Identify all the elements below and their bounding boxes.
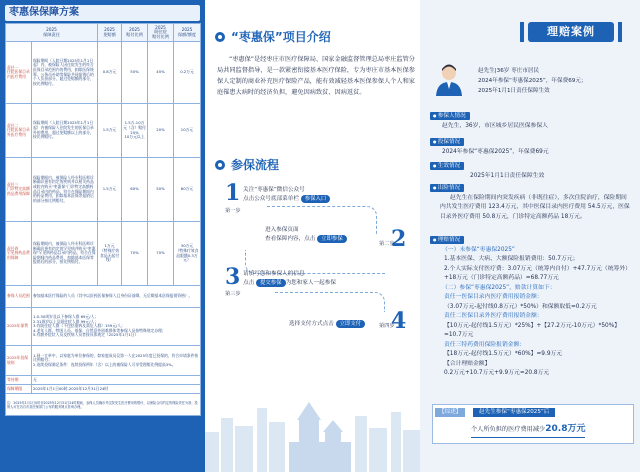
- row-limit: 30万元 （特殊疗效食品限额0.3万元）: [174, 222, 201, 286]
- row-deductible: 1万元 （特殊疗效食品无起付线）: [98, 222, 122, 286]
- enroll-now-button[interactable]: 立即参保: [317, 235, 347, 243]
- header-decoration: [618, 22, 622, 42]
- row-ratio: 50%: [122, 42, 148, 104]
- price-text: 1.0-30周岁及以下参保人群 69元/人； 2.31周岁以上及既往症人群 99元/人； 3.有既往症人群（不包括重病及高危人群）159元/人； 4.老年人群、特困人员、低保、自然意外困难群体等参保人员按特殊规定办理； 5.有额外症状人员及疾病人员者按具体规定（2025年1月1日）: [32, 308, 201, 346]
- step-2-number: 2: [391, 226, 407, 252]
- profile-line: 2025年1月1日责任保障生效: [478, 88, 550, 94]
- step-1-label: 第一步: [225, 208, 241, 214]
- bullet-icon: [215, 160, 225, 170]
- claim1-line: 1.基本医保、大病、大额保险报销费用：50.7万元；: [444, 256, 579, 262]
- intro-paragraph: “枣惠保”是经枣庄市医疗保障局、国家金融监督管理总局枣庄监管分局共同监督指导，是一款紧密衔接基本医疗保险，专为枣庄市基本医保参保人定制的商业补充医疗保险产品，能有效减轻基本医保参保人个人和家庭罹患大病时的经济负担，避免因病致贫、因病返贫。: [217, 56, 415, 96]
- submit-button[interactable]: 提交参保: [256, 279, 286, 287]
- claim2-line: 责任三特药费用保险报销金额：: [444, 341, 526, 348]
- effective-section: [430, 162, 544, 181]
- table-row: [6, 222, 201, 286]
- profile-line: 赵先生|36岁 枣庄市居民: [478, 68, 540, 74]
- step-4-line1: 选择支付方式点击: [289, 321, 334, 327]
- intro-panel: [205, 0, 420, 472]
- incident-badge: ● 出险情况: [430, 184, 464, 192]
- claim-case-title: 理赔案例: [528, 22, 614, 42]
- info-section: [430, 112, 548, 131]
- rules-label: 2025年投保规则: [6, 346, 32, 376]
- row-label: 责任一 住院医保目录内医疗费用: [6, 42, 32, 104]
- step-3-line2b: 为您和家人一起参保: [285, 280, 336, 286]
- period-text: 2025年1月1日00时-2025年12月31日24时: [32, 385, 201, 394]
- step-3: [243, 270, 336, 288]
- summary-tag: 【综述】: [435, 408, 465, 417]
- flow-heading: [215, 156, 279, 173]
- claim2-line: 【18万元-起付线1.5万元）*60%】=9.9万元: [444, 351, 563, 357]
- summary-value: 20.8万元: [545, 424, 586, 434]
- summary-line2: [471, 422, 585, 438]
- info-text: 赵先生，36岁，市区城乡居民医保参保人: [442, 122, 548, 129]
- profile-line: 2024年参保“枣惠保2025”，年保费69元；: [478, 78, 587, 84]
- step-3-number: 3: [225, 264, 241, 290]
- row-limit: 60万元: [174, 158, 201, 222]
- rules-text: 1.同一订单中，以家庭为单位参保的，如家庭成员仅第一人在2025年度已投保的，符合申请条件按比例赔付； 2.连续投保满足条件：连续投保两年（含）以上的被保险人可享受理赔比例提高3%。: [32, 346, 201, 376]
- col-deductible: 2025 免赔额: [98, 24, 122, 42]
- summary-line1: 赵先生参保“枣惠保2025”后: [473, 408, 555, 417]
- step-3-line2a: 点击: [243, 280, 255, 286]
- table-row: [6, 104, 201, 158]
- row-deductible: 1.5万元: [98, 104, 122, 158]
- coverage-table: [5, 23, 201, 416]
- audience-label: 参保人员范围: [6, 286, 32, 308]
- summary-box: [432, 404, 634, 444]
- row-label: 责任四 罕见病药品费用保障: [6, 222, 32, 286]
- claim2-line: 0.2万元+10.7万元+9.9万元=20.8万元: [444, 370, 550, 376]
- coverage-plan-panel: [0, 0, 205, 472]
- row-ratio: 1.5万-10万元（含）赔付25% 10万元以上: [122, 104, 148, 158]
- wait-text: 无: [32, 376, 201, 385]
- claim2-line: （3.07万元-起付线0.8万元）*50%）和保额取低=0.2万元: [444, 303, 597, 310]
- flow-title: 参保流程: [231, 158, 280, 172]
- claim2-line: 责任一医保目录内医疗费用报销金额：: [444, 294, 543, 300]
- summary-text: 个人所负担的医疗费用减少: [471, 426, 546, 433]
- effective-text: 2025年1月1日责任保障生效: [470, 172, 545, 179]
- row-preexisting: 45%: [148, 42, 174, 104]
- step-1-line2: 点击公众号底部菜单栏: [243, 196, 299, 202]
- col-coverage: 2025 保障责任: [6, 24, 98, 42]
- row-limit: 0.2万元: [174, 42, 201, 104]
- step-2-line2: 查看保障内容，点击: [265, 236, 316, 242]
- row-preexisting: 70%: [148, 222, 174, 286]
- claim2-line: 【合计理赔金额】: [444, 360, 491, 367]
- entry-button[interactable]: 参保入口: [301, 195, 331, 203]
- table-row: [6, 158, 201, 222]
- row-label: 责任二 住院医保目录外医疗费用: [6, 104, 32, 158]
- effective-badge: ● 生效情况: [430, 162, 464, 170]
- case-profile: [478, 66, 587, 96]
- col-limit: 2025 保额/额度: [174, 24, 201, 42]
- col-ratio: 2025 赔付比例: [122, 24, 148, 42]
- info-badge: ● 参保人情况: [430, 112, 470, 120]
- period-label: 保障期限: [6, 385, 32, 394]
- claim2-line: 责任二医保目录外医疗费用报销金额：: [444, 313, 543, 319]
- claim2-title: （二）参保“枣惠保2025”，赔款计算如下：: [442, 284, 556, 291]
- table-row: [6, 394, 201, 416]
- col-preexisting: 2025 既往症 赔付比例: [148, 24, 174, 42]
- table-row: [6, 376, 201, 385]
- table-row: [6, 385, 201, 394]
- step-3-label: 第三步: [225, 291, 241, 297]
- table-row: [6, 346, 201, 376]
- plan-text: 2024年参保“枣惠保2025”，年保费69元: [442, 148, 549, 155]
- table-header-row: [6, 24, 201, 42]
- row-ratio: 70%: [122, 222, 148, 286]
- table-row: [6, 308, 201, 346]
- flow-connector: [275, 292, 385, 312]
- claim2-line: 【10万元-起付线1.5万元）*25%】+【27.2万元-10万元）*50%】=10.7万元: [444, 322, 621, 338]
- row-detail: 保险期间（入院日期2025年1月1日起）内被保险人住院发生的医保目录外的费用，超过免赔额以上的部分，按比例赔付。: [32, 104, 98, 158]
- step-4-label: 第四步: [379, 323, 395, 329]
- table-row: [6, 42, 201, 104]
- audience-text: 参加基本医疗保险的人员（其中以医药医保参保人且身份证前缀、无后缀基本医保报销资格）。: [32, 286, 201, 308]
- step-2: [265, 226, 347, 244]
- step-1-line1: 关注“枣惠保”微信公众号: [243, 187, 305, 193]
- header-decoration: [520, 22, 524, 42]
- step-2-label: 第二步: [379, 241, 395, 247]
- person-avatar-icon: [434, 62, 464, 96]
- row-detail: 保险期间（入院日期2025年1月1日起）内，被保险人因住院发生的符合医保目录范围内的费用，扣除医保统筹、公务员补助等保险共同报销后的个人负担部分，超过免赔额的部分，按比例赔付。: [32, 42, 98, 104]
- row-deductible: 0.8万元: [98, 42, 122, 104]
- table-note: 注：2025年1月1日0时至2025年12月31日24时期间，参保人员确诊并住院发生医疗费用的赔付，以保险合同约定的保险责任为准；投保人可在各自市县医保部门公布的服务网点咨询办理。: [6, 394, 201, 416]
- step-2-line1: 进入参保页面: [265, 227, 299, 233]
- row-detail: 保险期间内，被保险人经专科医师诊断确诊患有约定的罕见病并购买"枣惠保"罕见病药品目录内药品，符合在保险期间内药品费用，扣除基本医保等报销后的部分，按比例赔付。: [32, 222, 98, 286]
- wait-label: 等待期: [6, 376, 32, 385]
- row-deductible: 1.5万元: [98, 158, 122, 222]
- claim1-line: 2.个人实际支付医疗费：3.07万元（统筹内自付）+47.7万元（统筹外）+18万元（门诊特定高额药品）=68.77万元: [444, 265, 631, 281]
- row-ratio: 60%: [122, 158, 148, 222]
- intro-heading: [215, 28, 331, 45]
- row-preexisting: 20%: [148, 104, 174, 158]
- claim1-title: （一）未参保“枣惠保2025”: [442, 246, 515, 253]
- bullet-icon: [215, 32, 225, 42]
- row-limit: 10万元: [174, 104, 201, 158]
- plan-badge: ● 投保情况: [430, 138, 464, 146]
- claim-case-panel: [420, 0, 640, 472]
- row-preexisting: 50%: [148, 158, 174, 222]
- incident-section: [430, 184, 632, 222]
- step-1: [243, 186, 330, 204]
- row-label: 责任三 门诊特定高额药品费用保障: [6, 158, 32, 222]
- row-detail: 保险期间内，被保险人经专科医师诊断确诊患有约定的疾病并以相关药品或院内购买"枣惠保"门诊特定高额药品目录内的药品，符合在保险期间内的药品费用，扣除基本医保等报销后的部分按比例赔付。: [32, 158, 98, 222]
- step-1-number: 1: [225, 180, 241, 206]
- coverage-plan-title: 枣惠保保障方案: [5, 5, 200, 21]
- city-skyline-illustration: [205, 382, 420, 472]
- incident-text: 赵先生在保险期间内突发疾病（非既往症），多次住院治疗，保险期间内共发生医疗费用 123.4万元，其中医保目录内医疗费用 54.5万元，医保目录外医疗费用 50.8万元，门诊特定高额药品 18万元。: [440, 194, 630, 220]
- plan-section: [430, 138, 549, 157]
- pay-now-button[interactable]: 立即支付: [336, 320, 366, 328]
- step-3-line1: 请填写您和参保人的信息: [243, 271, 305, 277]
- step-4: [289, 320, 365, 329]
- step-4-number: 4: [391, 308, 407, 334]
- intro-title: “枣惠保”项目介绍: [231, 30, 331, 44]
- table-row: [6, 286, 201, 308]
- claim-section: [430, 236, 632, 379]
- price-label: 2025年保费: [6, 308, 32, 346]
- claim-badge: ● 理赔情况: [430, 236, 464, 244]
